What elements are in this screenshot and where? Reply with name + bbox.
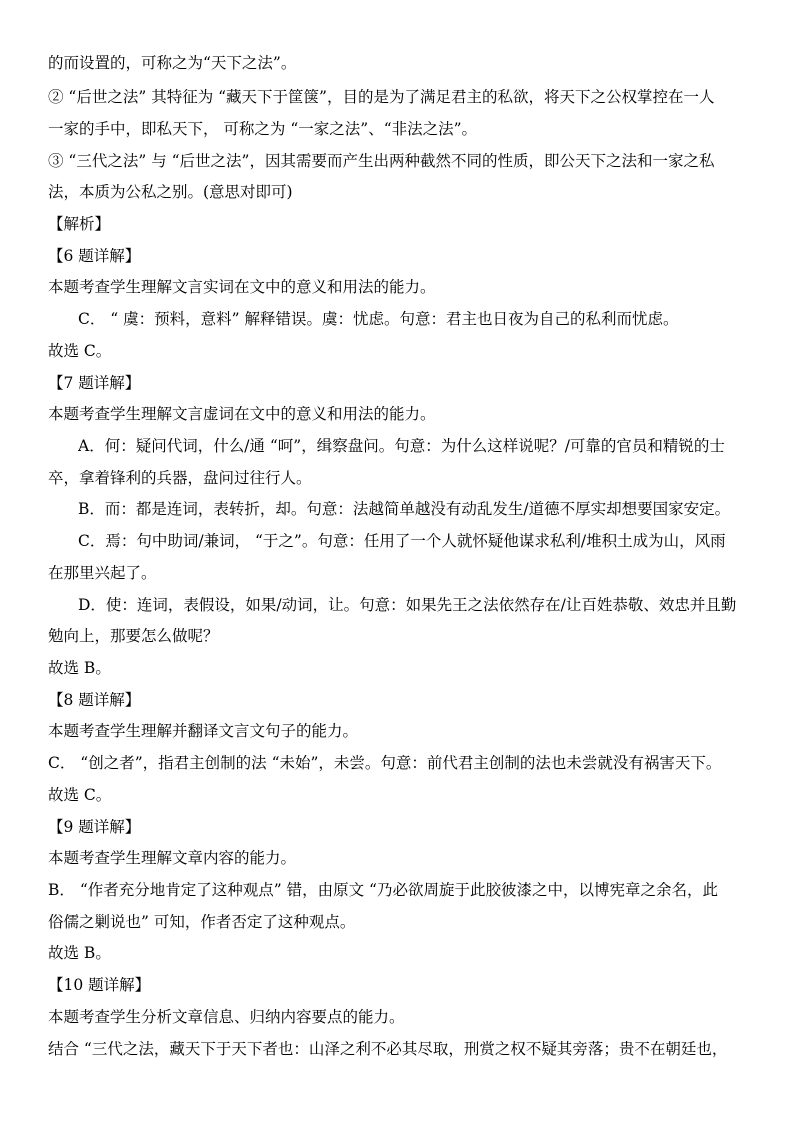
- text-line: 的而设置的，可称之为“天下之法”。: [48, 54, 297, 72]
- question-heading: 【7 题详解】: [48, 374, 141, 392]
- text-line: ② “后世之法” 其特征为 “藏天下于筐箧”，目的是为了满足君主的私欲，将天下之公权掌控在一人: [48, 88, 715, 106]
- text-line: 结合 “三代之法，藏天下于天下者也：山泽之利不必其尽取，刑赏之权不疑其旁落；贵不在朝廷也，: [48, 1040, 728, 1058]
- text-line: 俗儒之剿说也” 可知，作者否定了这种观点。: [48, 913, 356, 931]
- question-heading: 【6 题详解】: [48, 247, 141, 265]
- section-heading: 【解析】: [48, 215, 111, 233]
- question-heading: 【8 题详解】: [48, 691, 141, 709]
- text-line: C．焉：句中助词/兼词， “于之”。句意：任用了一个人就怀疑他谋求私利/堆积土成为山，风雨: [78, 532, 726, 550]
- text-line: 本题考查学生理解文言虚词在文中的意义和用法的能力。: [48, 405, 436, 423]
- text-line: 在那里兴起了。: [48, 564, 157, 582]
- answer-line: 故选 B。: [48, 659, 111, 677]
- text-line: 本题考查学生理解文章内容的能力。: [48, 849, 297, 867]
- answer-line: 故选 C。: [48, 786, 112, 804]
- text-line: 本题考查学生分析文章信息、归纳内容要点的能力。: [48, 1008, 405, 1026]
- question-heading: 【10 题详解】: [48, 976, 151, 994]
- text-line: 卒，拿着锋利的兵器，盘问过往行人。: [48, 469, 312, 487]
- text-line: 一家的手中，即私天下， 可称之为 “一家之法”、“非法之法”。: [48, 120, 478, 138]
- text-line: A．何：疑问代词，什么/通 “呵”，缉察盘问。句意：为什么这样说呢？/可靠的官员和精锐的士: [78, 437, 725, 455]
- text-line: 法，本质为公私之别。(意思对即可): [48, 183, 293, 201]
- text-line: ③ “三代之法” 与 “后世之法”，因其需要而产生出两种截然不同的性质，即公天下之法和一家之私: [48, 152, 715, 170]
- text-line: B．而：都是连词，表转折，却。句意：法越简单越没有动乱发生/道德不厚实却想要国家安定。: [78, 500, 731, 518]
- question-heading: 【9 题详解】: [48, 818, 141, 836]
- text-line: 本题考查学生理解文言实词在文中的意义和用法的能力。: [48, 278, 436, 296]
- answer-line: 故选 C。: [48, 342, 112, 360]
- text-line: 本题考查学生理解并翻译文言文句子的能力。: [48, 722, 359, 740]
- text-line: 勉向上，那要怎么做呢？: [48, 627, 219, 645]
- text-line: C． “ 虞：预料，意料” 解释错误。虞：忧虑。句意：君主也日夜为自己的私利而忧虑。: [78, 310, 679, 328]
- text-line: D．使：连词，表假设，如果/动词，让。句意：如果先王之法依然存在/让百姓恭敬、效忠并且勤: [78, 596, 737, 614]
- answer-line: 故选 B。: [48, 944, 111, 962]
- text-line: C． “创之者”，指君主创制的法 “未始”，未尝。句意：前代君主创制的法也未尝就没有祸害天下。: [48, 754, 722, 772]
- text-line: B． “作者充分地肯定了这种观点” 错，由原文 “乃必欲周旋于此胶彼漆之中，以博宪章之余名，此: [48, 881, 718, 899]
